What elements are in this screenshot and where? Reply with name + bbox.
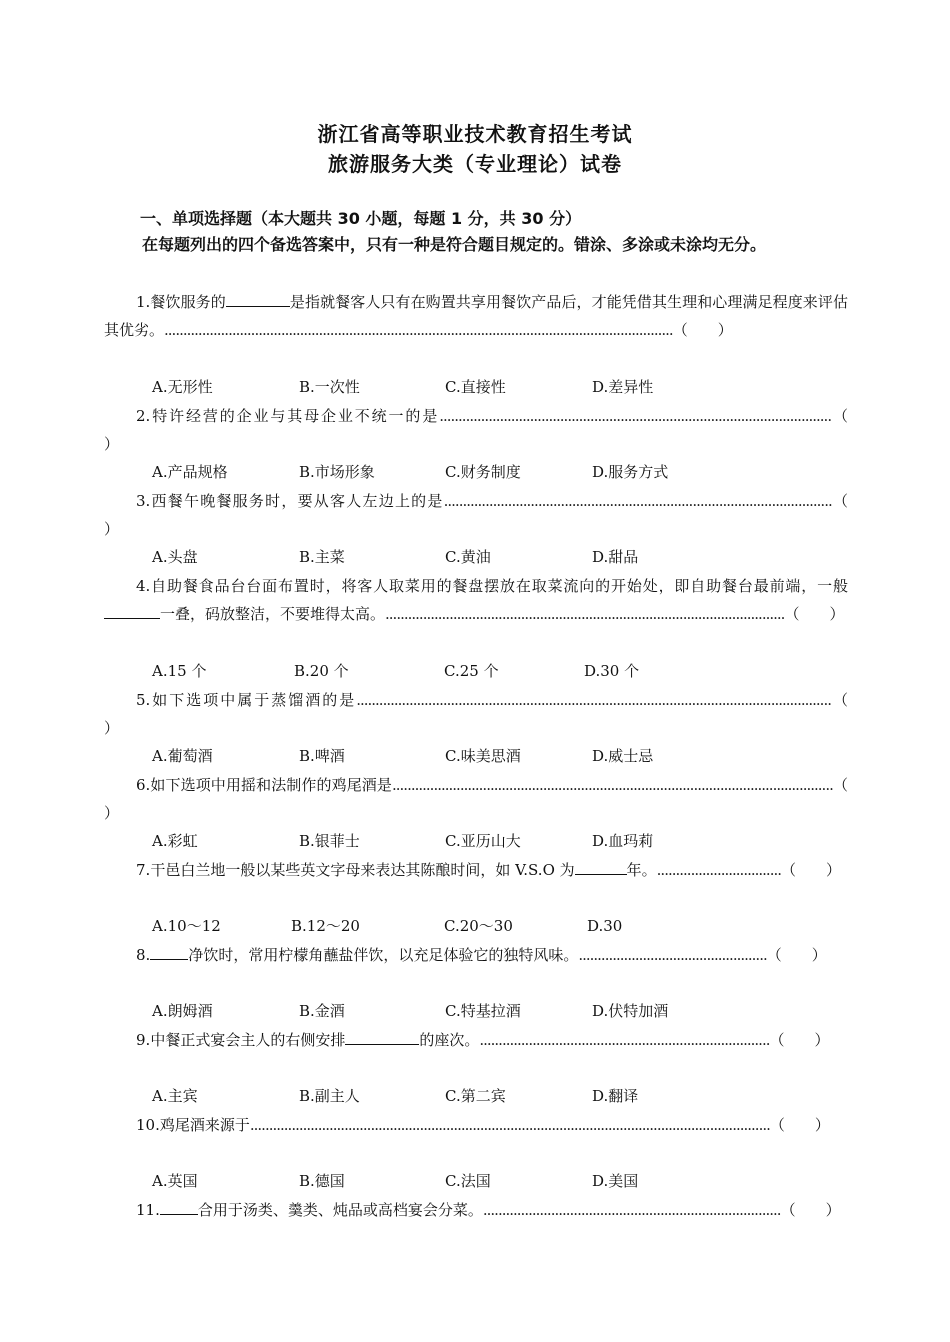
option-c[interactable]: C.财务制度 [445,463,521,481]
section-instruction: 在每题列出的四个备选答案中，只有一种是符合题目规定的。错涂、多涂或未涂均无分。 [142,235,767,254]
option-b[interactable]: B.啤酒 [299,747,345,765]
question-6: 6.如下选项中用摇和法制作的鸡尾酒是.....................................................................................................................（ ） [104,776,878,822]
question-11: 11. 合用于汤类、羹类、炖品或高档宴会分菜。...............................................................................（ ） [136,1201,841,1219]
question-5: 5.如下选项中属于蒸馏酒的是..............................................................................................................................（ ） [104,691,878,737]
exam-title: 浙江省高等职业技术教育招生考试 [317,122,633,146]
option-b[interactable]: B.银菲士 [299,832,360,850]
option-c[interactable]: C.直接性 [445,378,506,396]
option-d[interactable]: D.服务方式 [592,463,669,481]
option-d[interactable]: D.威士忌 [592,747,654,765]
question-9: 9.中餐正式宴会主人的右侧安排 的座次。.............................................................................（ ） [136,1031,830,1049]
option-c[interactable]: C.法国 [445,1172,491,1190]
option-a[interactable]: A.产品规格 [152,463,228,481]
option-c[interactable]: C.25 个 [444,662,499,680]
option-d[interactable]: D.翻译 [592,1087,639,1105]
option-d[interactable]: D.30 个 [584,662,640,680]
option-a[interactable]: A.10～12 [152,917,221,935]
option-b[interactable]: B.一次性 [299,378,360,396]
option-c[interactable]: C.第二宾 [445,1087,506,1105]
option-b[interactable]: B.主菜 [299,548,345,566]
option-c[interactable]: C.20～30 [444,917,513,935]
option-c[interactable]: C.亚历山大 [445,832,521,850]
option-b[interactable]: B.副主人 [299,1087,360,1105]
option-d[interactable]: D.30 [587,917,623,935]
option-c[interactable]: C.黄油 [445,548,491,566]
option-c[interactable]: C.特基拉酒 [445,1002,521,1020]
option-b[interactable]: B.市场形象 [299,463,375,481]
option-d[interactable]: D.甜品 [592,548,639,566]
option-a[interactable]: A.主宾 [152,1087,198,1105]
question-1: 1.餐饮服务的 是指就餐客人只有在购置共享用餐饮产品后，才能凭借其生理和心理满足程度来评估其优劣。.......................................................................................................................................（ ） [104,293,848,339]
question-2: 2.特许经营的企业与其母企业不统一的是........................................................................................................（ ） [104,407,878,453]
question-8: 8. 净饮时，常用柠檬角蘸盐伴饮，以充足体验它的独特风味。..................................................（ ） [136,946,827,964]
option-a[interactable]: A.朗姆酒 [152,1002,213,1020]
option-a[interactable]: A.无形性 [152,378,213,396]
option-a[interactable]: A.英国 [152,1172,198,1190]
option-a[interactable]: A.头盘 [152,548,198,566]
option-a[interactable]: A.葡萄酒 [152,747,213,765]
option-d[interactable]: D.血玛莉 [592,832,654,850]
option-a[interactable]: A.彩虹 [152,832,198,850]
option-b[interactable]: B.12～20 [291,917,360,935]
question-3: 3.西餐午晚餐服务时，要从客人左边上的是.......................................................................................................（ ） [104,492,878,538]
section-heading: 一、单项选择题（本大题共 30 小题，每题 1 分，共 30 分） [140,209,582,228]
option-d[interactable]: D.美国 [592,1172,639,1190]
option-d[interactable]: D.差异性 [592,378,654,396]
question-10: 10.鸡尾酒来源于..........................................................................................................................................（ ） [136,1116,830,1134]
option-c[interactable]: C.味美思酒 [445,747,521,765]
exam-subtitle: 旅游服务大类（专业理论）试卷 [328,152,622,176]
option-b[interactable]: B.20 个 [294,662,349,680]
option-b[interactable]: B.德国 [299,1172,345,1190]
question-4: 4.自助餐食品台台面布置时，将客人取菜用的餐盘摆放在取菜流向的开始处，即自助餐台最前端，一般一叠，码放整洁，不要堆得太高。..........................................................................................................（ ） [104,572,848,628]
option-a[interactable]: A.15 个 [152,662,207,680]
option-b[interactable]: B.金酒 [299,1002,345,1020]
option-d[interactable]: D.伏特加酒 [592,1002,669,1020]
question-7: 7.干邑白兰地一般以某些英文字母来表达其陈酿时间，如 V.S.O 为 年。.................................（ ） [136,861,842,879]
